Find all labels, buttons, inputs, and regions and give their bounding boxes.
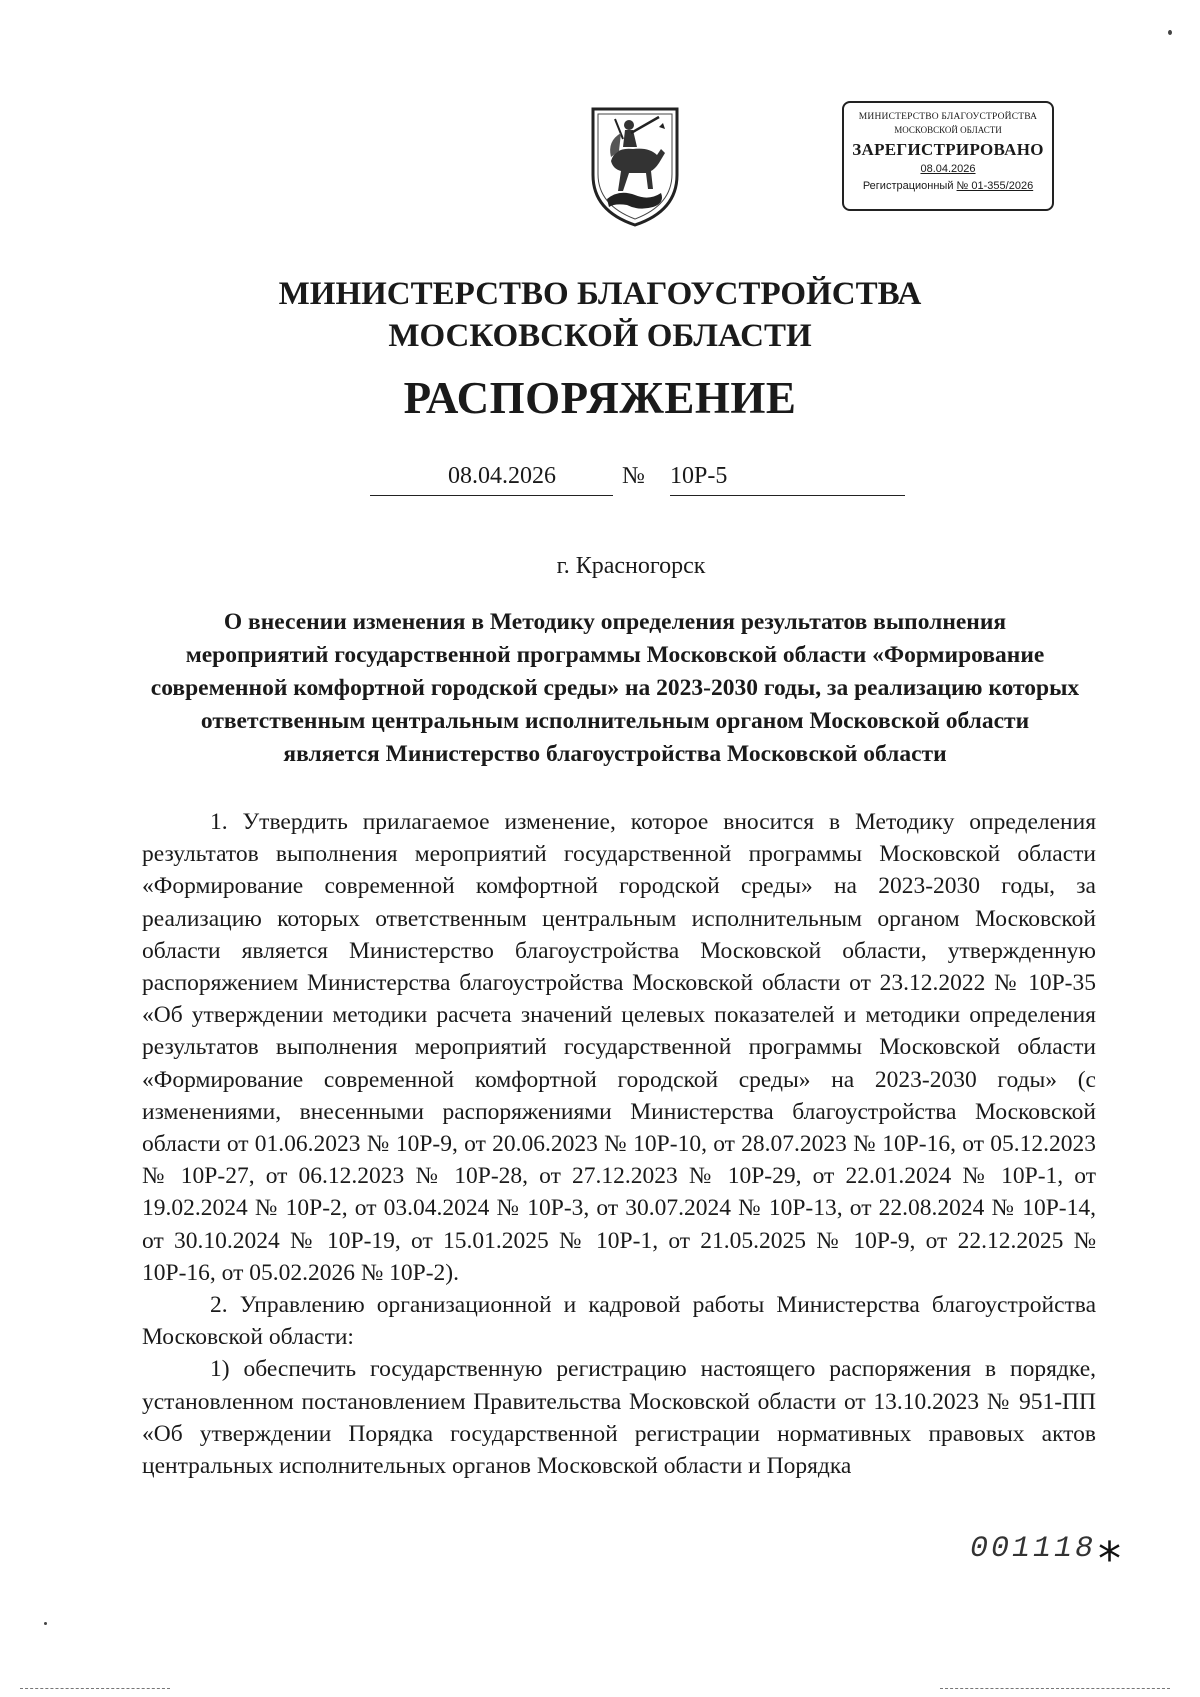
- stamp-line-2: МОСКОВСКОЙ ОБЛАСТИ: [894, 125, 1002, 135]
- date-number-line: [370, 463, 905, 503]
- document-body: [142, 806, 1096, 1482]
- stamp-reg-label: Регистрационный: [862, 180, 954, 192]
- stamp-date: 08.04.2026: [920, 163, 976, 175]
- date-underline: [370, 495, 613, 496]
- ministry-line-2: МОСКОВСКОЙ ОБЛАСТИ: [388, 318, 812, 354]
- body-paragraph-2: 2. Управлению организационной и кадровой работы Министерства благоустройства Московской области:: [142, 1292, 1096, 1351]
- document-date: 08.04.2026: [448, 463, 556, 489]
- body-paragraph-3: 1) обеспечить государственную регистрацию настоящего распоряжения в порядке, установленном постановлением Правительства Московской области от 13.10.2023 № 951-ПП «Об утверждении Порядка государственной регистрации нормативных правовых актов центральных исполнительных органов Московской области и Порядка: [142, 1356, 1096, 1480]
- serial-number: 001118: [970, 1532, 1097, 1566]
- document-number: 10Р-5: [670, 463, 728, 489]
- ministry-heading: [0, 273, 1200, 357]
- stamp-line-1: МИНИСТЕРСТВО БЛАГОУСТРОЙСТВА: [858, 112, 1038, 122]
- document-city: г. Красногорск: [556, 553, 706, 579]
- document-title: О внесении изменения в Методику определения результатов выполнения мероприятий государственной программы Московской области «Формирование современной комфортной городской среды» на 2023-2030 годы, за реализацию которых ответственным центральным исполнительным органом Московской области является Министерство благоустройства Московской области: [150, 609, 1080, 767]
- document-type: РАСПОРЯЖЕНИЕ: [403, 373, 797, 423]
- ministry-line-1: МИНИСТЕРСТВО БЛАГОУСТРОЙСТВА: [278, 276, 922, 312]
- number-sign: №: [622, 463, 645, 489]
- asterisk-mark: *: [1098, 1532, 1121, 1586]
- stamp-reg-number: № 01-355/2026: [956, 180, 1034, 192]
- body-paragraph-1: 1. Утвердить прилагаемое изменение, которое вносится в Методику определения результатов выполнения мероприятий государственной программы Московской области «Формирование современной комфортной городской среды» на 2023-2030 годы, за реализацию которых ответственным центральным исполнительным органом Московской области является Министерство благоустройства Московской области, утвержденную распоряжением Министерства благоустройства Московской области от 23.12.2022 № 10Р-35 «Об утверждении методики расчета значений целевых показателей и методики определения результатов выполнения мероприятий государственной программы Московской области «Формирование современной комфортной городской среды» на 2023-2030 годы» (с изменениями, внесенными распоряжениями Министерства благоустройства Московской области от 01.06.2023 № 10Р-9, от 20.06.2023 № 10Р-10, от 28.07.2023 № 10Р-16, от 05.12.2023 № 10Р-27, от 06.12.2023 № 10Р-28, от 27.12.2023 № 10Р-29, от 22.01.2024 № 10Р-1, от 19.02.2024 № 10Р-2, от 03.04.2024 № 10Р-3, от 30.07.2024 № 10Р-13, от 22.08.2024 № 10Р-14, от 30.10.2024 № 10Р-19, от 15.01.2025 № 10Р-1, от 21.05.2025 № 10Р-9, от 22.12.2025 № 10Р-16, от 05.02.2026 № 10Р-2).: [142, 809, 1096, 1286]
- number-underline: [670, 495, 905, 496]
- registration-stamp: [842, 101, 1054, 211]
- coat-of-arms-icon: [585, 103, 685, 228]
- stamp-status: ЗАРЕГИСТРИРОВАНО: [852, 140, 1044, 159]
- scan-artifact: [1168, 30, 1172, 35]
- stamp-registration: [844, 177, 1052, 195]
- scan-edge-line: [940, 1688, 1170, 1689]
- scan-edge-line: [20, 1688, 170, 1689]
- scan-artifact: [44, 1622, 47, 1625]
